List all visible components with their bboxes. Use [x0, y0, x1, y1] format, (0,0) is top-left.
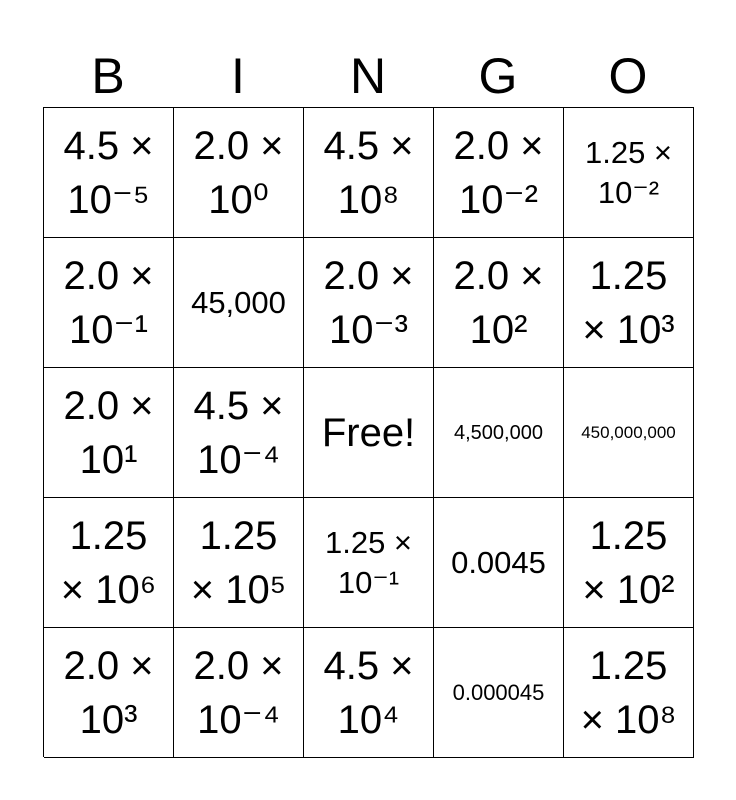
bingo-cell[interactable] [304, 238, 434, 368]
cell-text: 2.0 × 10³ [63, 643, 154, 742]
bingo-cell[interactable] [44, 368, 174, 498]
cell-text: 1.25 × 10² [582, 513, 675, 612]
bingo-cell[interactable] [564, 498, 694, 628]
cell-text: 2.0 × 10⁻⁴ [193, 643, 284, 742]
bingo-cell[interactable] [174, 108, 304, 238]
cell-text: 2.0 × 10⁻¹ [63, 253, 154, 352]
header-letter-b: B [91, 48, 125, 104]
bingo-cell[interactable] [434, 498, 564, 628]
cell-text: 1.25 × 10⁵ [190, 513, 287, 612]
bingo-cell-free[interactable] [304, 368, 434, 498]
bingo-cell[interactable] [564, 368, 694, 498]
cell-text: 4,500,000 [454, 421, 543, 444]
bingo-cell[interactable] [44, 498, 174, 628]
bingo-cell[interactable] [44, 628, 174, 758]
header-letter-g: G [478, 48, 518, 104]
bingo-cell[interactable] [304, 498, 434, 628]
cell-text: 0.000045 [452, 679, 545, 705]
cell-text: 2.0 × 10¹ [63, 383, 154, 482]
bingo-header [43, 48, 693, 104]
bingo-cell[interactable] [304, 108, 434, 238]
cell-text: 4.5 × 10⁻⁵ [63, 123, 154, 222]
bingo-cell[interactable] [564, 628, 694, 758]
cell-text: 1.25 × 10³ [582, 253, 675, 352]
bingo-cell[interactable] [564, 238, 694, 368]
cell-text: 1.25 × 10⁶ [60, 513, 157, 612]
cell-text: 2.0 × 10⁰ [193, 123, 284, 222]
header-letter-o: O [608, 48, 648, 104]
bingo-cell[interactable] [304, 628, 434, 758]
cell-text: 1.25 × 10⁻² [584, 134, 673, 210]
bingo-cell[interactable] [434, 628, 564, 758]
cell-text: 0.0045 [451, 544, 546, 580]
bingo-grid [43, 107, 694, 757]
header-letter-n: N [349, 48, 387, 104]
bingo-cell[interactable] [44, 108, 174, 238]
bingo-cell[interactable] [434, 238, 564, 368]
header-letter-i: I [231, 48, 245, 104]
bingo-cell[interactable] [434, 368, 564, 498]
cell-text: 450,000,000 [581, 422, 676, 442]
bingo-cell[interactable] [174, 368, 304, 498]
bingo-cell[interactable] [44, 238, 174, 368]
cell-text: 4.5 × 10⁻⁴ [193, 383, 284, 482]
bingo-cell[interactable] [174, 238, 304, 368]
free-space-text: Free! [321, 410, 416, 455]
cell-text: 45,000 [191, 284, 286, 320]
cell-text: 4.5 × 10⁸ [323, 123, 414, 222]
bingo-cell[interactable] [174, 498, 304, 628]
bingo-cell[interactable] [564, 108, 694, 238]
cell-text: 4.5 × 10⁴ [323, 643, 414, 742]
cell-text: 2.0 × 10⁻² [453, 123, 544, 222]
cell-text: 1.25 × 10⁸ [580, 643, 677, 742]
cell-text: 1.25 × 10⁻¹ [324, 524, 413, 600]
cell-text: 2.0 × 10⁻³ [323, 253, 414, 352]
cell-text: 2.0 × 10² [453, 253, 544, 352]
bingo-cell[interactable] [174, 628, 304, 758]
bingo-cell[interactable] [434, 108, 564, 238]
